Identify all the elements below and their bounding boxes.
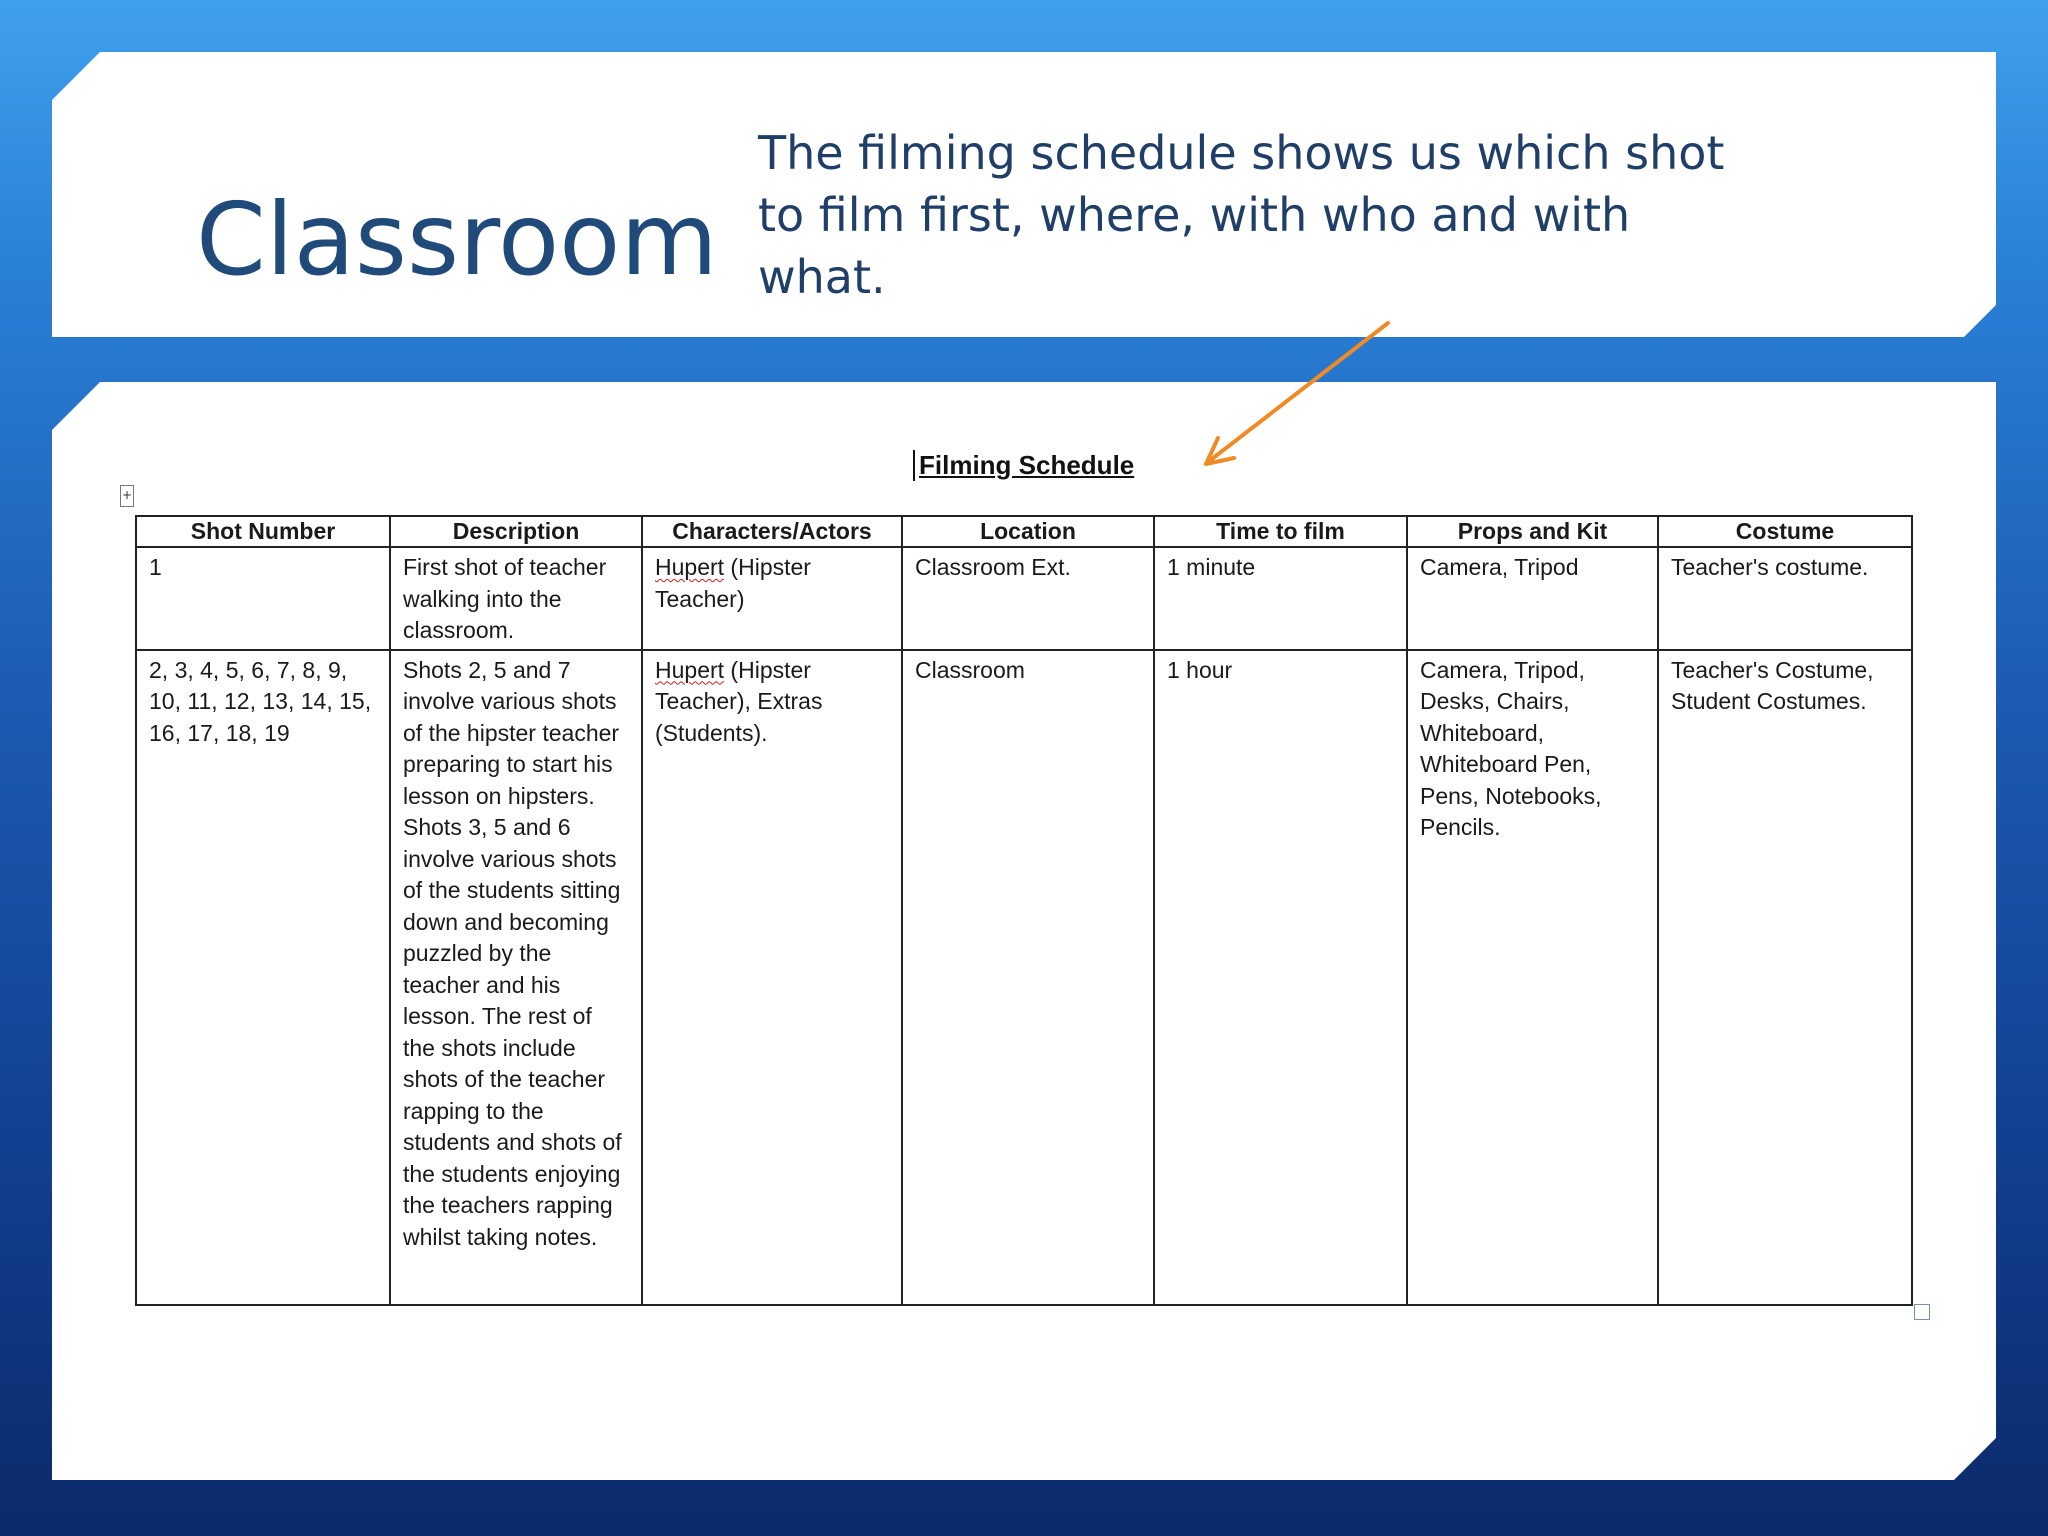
table-row bbox=[136, 650, 1912, 1306]
header-characters: Characters/Actors bbox=[642, 516, 902, 547]
cell-characters bbox=[642, 547, 902, 650]
character-detail: (Hipster Teacher) bbox=[655, 554, 811, 612]
cell-description: First shot of teacher walking into the classroom. bbox=[390, 547, 642, 650]
header-location: Location bbox=[902, 516, 1154, 547]
cell-costume: Teacher's costume. bbox=[1658, 547, 1912, 650]
slide-caption: The filming schedule shows us which shot to film first, where, with who and with what. bbox=[758, 126, 1725, 304]
cell-location: Classroom Ext. bbox=[902, 547, 1154, 650]
header-time: Time to film bbox=[1154, 516, 1407, 547]
cell-location: Classroom bbox=[902, 650, 1154, 1306]
cell-time: 1 minute bbox=[1154, 547, 1407, 650]
filming-schedule-table bbox=[135, 515, 1913, 1306]
cell-description: Shots 2, 5 and 7 involve various shots of the hipster teacher preparing to start his lesson on hipsters. Shots 3, 5 and 6 involve various shots of the students sitting down and becoming puzzled by the teacher and his lesson. The rest of the shots include shots of the teacher rapping to the students and shots of the students enjoying the teachers rapping whilst taking notes. bbox=[390, 650, 642, 1306]
cell-shot-number: 2, 3, 4, 5, 6, 7, 8, 9, 10, 11, 12, 13, 14, 15, 16, 17, 18, 19 bbox=[136, 650, 390, 1306]
cell-shot-number: 1 bbox=[136, 547, 390, 650]
header-description: Description bbox=[390, 516, 642, 547]
cell-time: 1 hour bbox=[1154, 650, 1407, 1306]
table-resize-handle[interactable] bbox=[1914, 1304, 1930, 1320]
cell-costume: Teacher's Costume, Student Costumes. bbox=[1658, 650, 1912, 1306]
header-shot-number: Shot Number bbox=[136, 516, 390, 547]
character-name: Hupert bbox=[655, 554, 725, 580]
document-title: Filming Schedule bbox=[913, 450, 1134, 481]
cell-props: Camera, Tripod, Desks, Chairs, Whiteboard, Whiteboard Pen, Pens, Notebooks, Pencils. bbox=[1407, 650, 1658, 1306]
table-row bbox=[136, 547, 1912, 650]
slide-title: Classroom bbox=[196, 181, 718, 298]
table-move-handle-icon[interactable]: + bbox=[120, 485, 134, 507]
character-name: Hupert bbox=[655, 656, 725, 683]
table-header-row bbox=[136, 516, 1912, 547]
cell-props: Camera, Tripod bbox=[1407, 547, 1658, 650]
header-props: Props and Kit bbox=[1407, 516, 1658, 547]
cell-characters bbox=[642, 650, 902, 1306]
character-detail: (Hipster Teacher), Extras (Students). bbox=[655, 656, 823, 746]
header-costume: Costume bbox=[1658, 516, 1912, 547]
